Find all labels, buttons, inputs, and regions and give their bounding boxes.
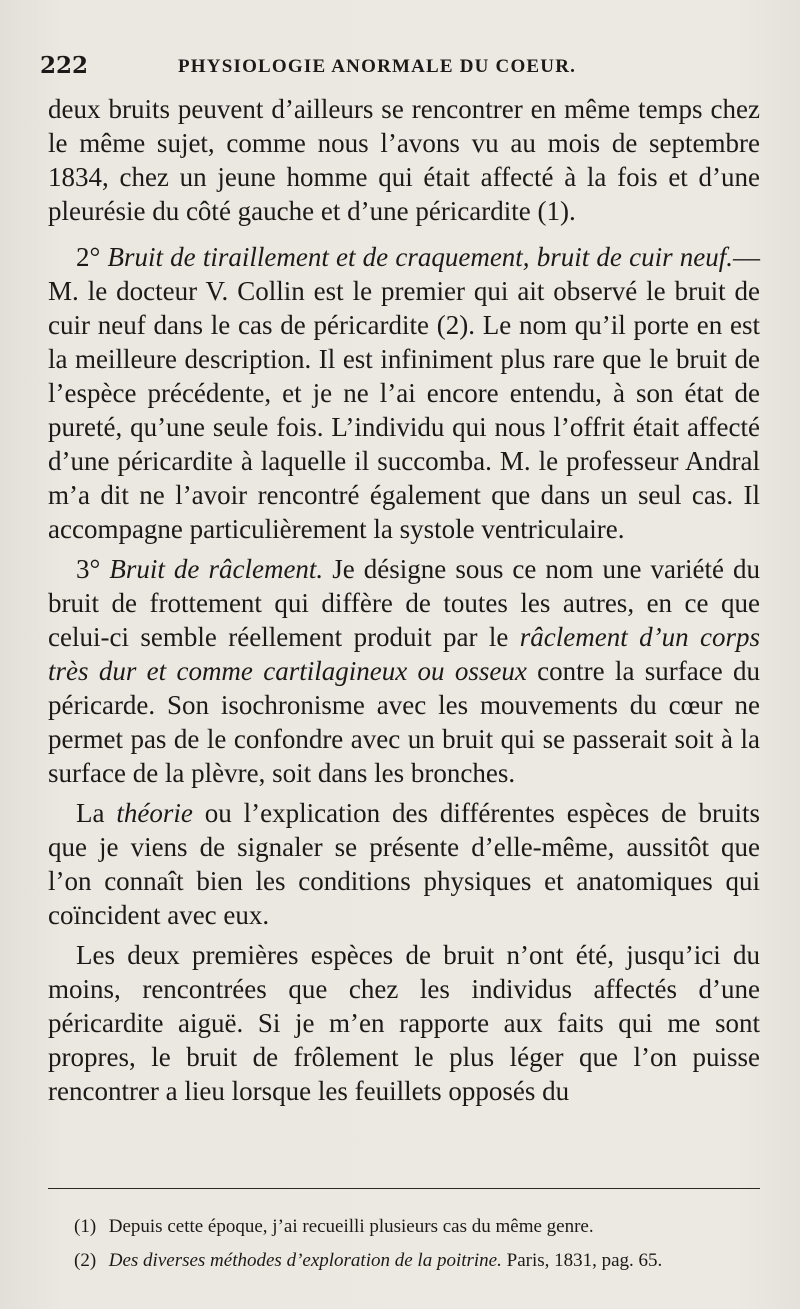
section-number-2: 2° [76,242,101,272]
footnote-1-text: Depuis cette époque, j’ai recueilli plusieurs cas du même genre. [108,1216,594,1237]
body-text [48,92,760,1108]
paragraph-4 [48,796,760,932]
section-heading-3: Bruit de râclement. [109,554,324,584]
heading-dash: — [733,242,761,272]
page-header [40,52,760,86]
footnote-divider [48,1188,760,1189]
footnote-2-title: Des diverses méthodes d’exploration de la poitrine. [108,1250,502,1271]
footnote-2 [74,1244,764,1278]
section-heading-2: Bruit de tiraillement et de craquement, bruit de cuir neuf. [107,242,734,272]
footnote-2-rest: Paris, 1831, pag. 65. [501,1250,663,1271]
footnotes [74,1210,764,1278]
section-number-3: 3° [76,554,101,584]
paragraph-5: Les deux premières espèces de bruit n’ont été, jusqu’ici du moins, rencontrées que chez les individus affectés d’une péricardite aiguë. Si je m’en rapporte aux faits qui me sont propres, le bruit de frôlement le plus léger que l’on puisse rencontrer a lieu lorsque les feuillets opposés du [48,940,760,1106]
paragraph-1: deux bruits peuvent d’ailleurs se rencontrer en même temps chez le même sujet, comme nous l’avons vu au mois de septembre 1834, chez un jeune homme qui était affecté à la fois et d’une pleurésie du côté gauche et d’une péricardite (1). [48,94,760,226]
paragraph-3-text-b: contre la surface du péricarde. Son isochronisme avec les mouvements du cœur ne permet pas de le confondre avec un bruit qui se passerait soit à la surface de la plèvre, soit dans les bronches. [48,656,761,788]
paragraph-2-text: M. le docteur V. Collin est le premier qui ait observé le bruit de cuir neuf dans le cas de péricardite (2). Le nom qu’il porte en est la meilleure description. Il est infiniment plus rare que le bruit de l’espèce précédente, et je ne l’ai encore entendu, à son état de pureté, qu’une seule fois. L’individu qui nous l’offrit était affecté d’une péricardite à laquelle il succomba. M. le professeur Andral m’a dit ne l’avoir rencontré également que dans un seul cas. Il accompagne particulièrement la systole ventriculaire. [48,276,760,544]
footnote-2-number: (2) [74,1250,97,1271]
paragraph-3-text-a: Je désigne sous ce nom une variété du bruit de frottement qui diffère de toutes les autres, en ce que celui-ci semble réellement produit par le [48,554,761,652]
footnote-1-number: (1) [74,1216,97,1237]
footnote-1 [74,1210,764,1244]
page-number: 222 [40,52,89,79]
paragraph-3-italic: râclement d’un corps très dur et comme cartilagineux ou osseux [48,622,761,686]
paragraph-4-text-a: La [76,798,105,828]
paragraph-3 [48,552,760,790]
paragraph-4-text-b: ou l’explication des différentes espèces de bruits que je viens de signaler se présente d’elle-même, aussitôt que l’on connaît bien les conditions physiques et anatomiques qui coïncident avec eux. [48,798,761,930]
running-title: PHYSIOLOGIE ANORMALE DU COEUR. [178,56,577,77]
paragraph-2 [48,240,760,546]
paragraph-4-italic: théorie [116,798,193,828]
